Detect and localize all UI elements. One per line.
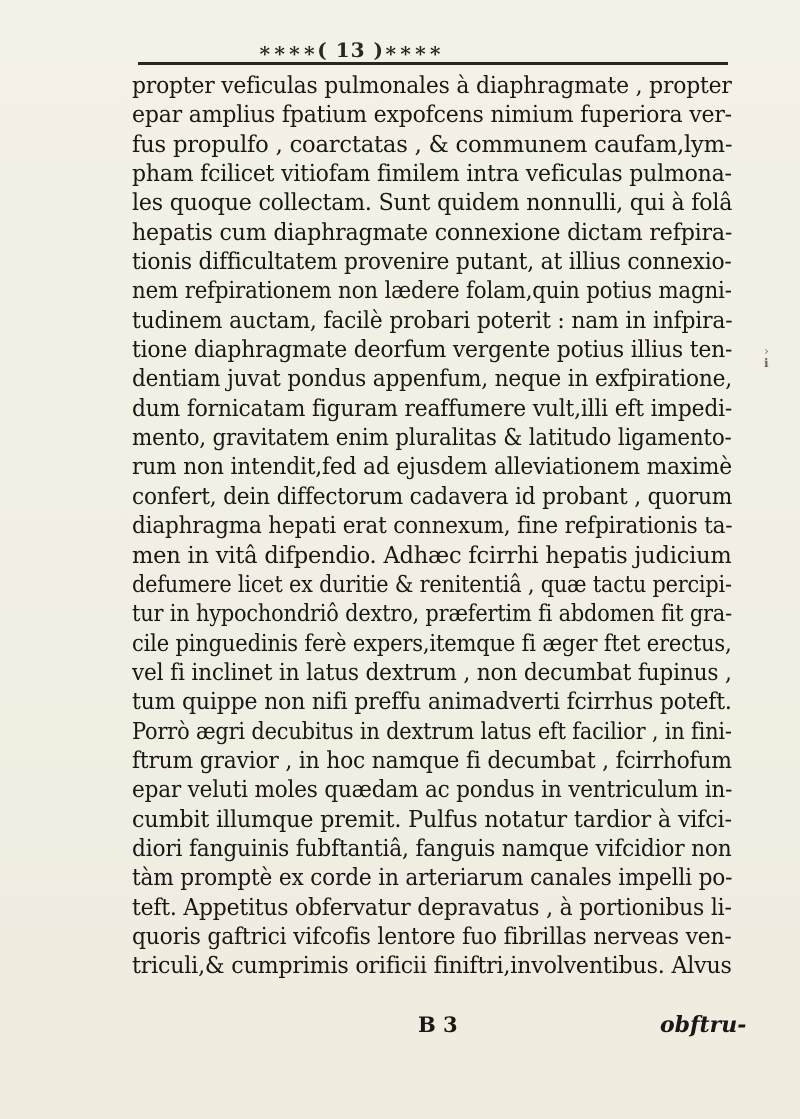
text-line: dentiam juvat pondus appenfum, neque in exfpiratione, [132, 366, 732, 393]
text-line: vel fi inclinet in latus dextrum , non decumbat fupinus , [132, 659, 732, 686]
text-line: epar veluti moles quædam ac pondus in ventriculum in- [132, 777, 732, 804]
text-line: dum fornicatam figuram reaffumere vult,illi eft impedi- [132, 395, 733, 422]
text-line: confert, dein diffectorum cadavera id probant , quorum [132, 483, 732, 510]
text-line: rum non intendit,fed ad ejusdem alleviationem maximè [132, 454, 732, 481]
text-line: defumere licet ex duritie & renitentiâ , quæ tactu percipi- [132, 571, 732, 598]
signature-mark: B 3 [418, 1012, 458, 1037]
text-line: tum quippe non nifi preffu animadverti fcirrhus poteft. [132, 689, 732, 716]
text-line: diori fanguinis fubftantiâ, fanguis namque vifcidior non [132, 835, 732, 862]
text-line: pham fcilicet vitiofam fimilem intra veficulas pulmona- [132, 161, 732, 188]
text-line: ftrum gravior , in hoc namque fi decumbat , fcirrhofum [132, 747, 732, 774]
page-header: ∗∗∗∗( 13 )∗∗∗∗ [258, 38, 444, 62]
text-line: men in vitâ difpendio. Adhæc fcirrhi hepatis judicium [132, 542, 732, 569]
text-line: tur in hypochondriô dextro, præfertim fi abdomen fit gra- [132, 601, 732, 628]
text-line: tàm promptè ex corde in arteriarum canales impelli po- [132, 865, 732, 892]
text-line: Porrò ægri decubitus in dextrum latus eft facilior , in fini- [132, 718, 732, 745]
text-line: cile pinguedinis ferè expers,itemque fi æger ftet erectus, [132, 630, 732, 657]
text-line: cumbit illumque premit. Pulfus notatur tardior à vifci- [132, 806, 732, 833]
text-line: les quoque collectam. Sunt quidem nonnulli, qui à folâ [132, 190, 732, 217]
text-line: nem refpirationem non lædere folam,quin potius magni- [132, 278, 732, 305]
text-line: hepatis cum diaphragmate connexione dictam refpira- [132, 219, 732, 246]
text-line: triculi,& cumprimis orificii finiftri,involventibus. Alvus [132, 953, 732, 980]
catchword: obftru- [660, 1012, 747, 1038]
margin-mark: › ℹ [764, 344, 769, 370]
text-line: tudinem auctam, facilè probari poterit : nam in infpira- [132, 307, 733, 334]
body-text [132, 72, 732, 982]
text-line: teft. Appetitus obfervatur depravatus , à portionibus li- [132, 894, 732, 921]
header-rule [138, 62, 728, 65]
text-line: diaphragma hepati erat connexum, fine refpirationis ta- [132, 513, 732, 540]
text-line: quoris gaftrici vifcofis lentore fuo fibrillas nerveas ven- [132, 923, 732, 950]
text-line: epar amplius fpatium expofcens nimium fuperiora ver- [132, 102, 732, 129]
text-line: tione diaphragmate deorfum vergente potius illius ten- [132, 337, 733, 364]
text-line: fus propulfo , coarctatas , & communem caufam,lym- [132, 131, 732, 158]
text-line: tionis difficultatem provenire putant, at illius connexio- [132, 249, 732, 276]
text-line: mento, gravitatem enim pluralitas & latitudo ligamento- [132, 425, 732, 452]
text-line: propter veficulas pulmonales à diaphragmate , propter [132, 73, 732, 99]
